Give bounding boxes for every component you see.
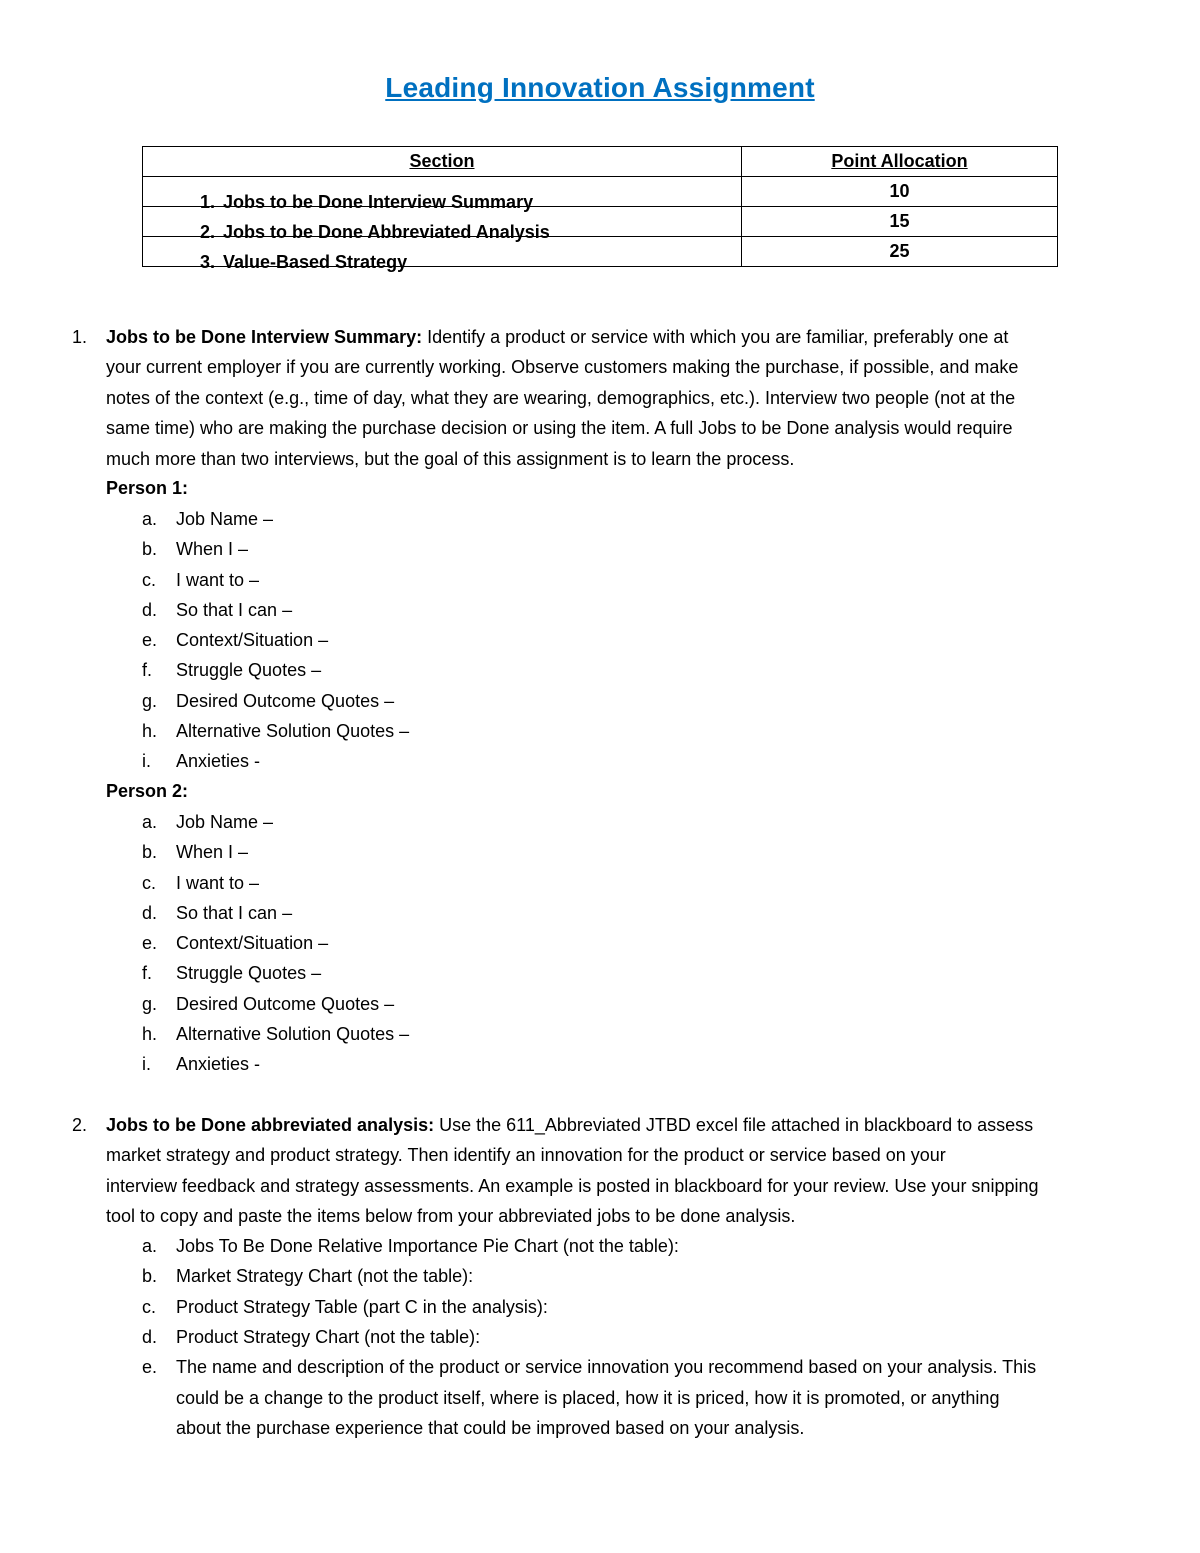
table-cell-points: 10 (742, 177, 1058, 207)
section-1-paragraph-line: notes of the context (e.g., time of day, what they are wearing, demographics, etc.). Interview two people (not at the (106, 388, 1016, 408)
list-item: Product Strategy Chart (not the table): (176, 1326, 481, 1347)
table-cell-section (143, 207, 742, 242)
section-1-paragraph-line: much more than two interviews, but the goal of this assignment is to learn the process. (106, 449, 795, 469)
list-item: Alternative Solution Quotes – (176, 1023, 410, 1044)
list-item: So that I can – (176, 599, 293, 620)
list-item: When I – (176, 539, 249, 560)
list-item-letter: f. (142, 963, 153, 984)
list-item: When I – (176, 842, 249, 863)
point-allocation-table (142, 146, 1058, 272)
section-1-text: Identify a product or service with which you are familiar, preferably one at (422, 327, 1009, 347)
list-item-letter: b. (142, 842, 158, 863)
section-1-paragraph-line: same time) who are making the purchase decision or using the item. A full Jobs to be Done analysis would require (106, 418, 1013, 438)
list-item-letter: e. (142, 630, 158, 650)
section-2-paragraph-line: market strategy and product strategy. Then identify an innovation for the product or service based on your (106, 1145, 946, 1165)
list-item: Market Strategy Chart (not the table): (176, 1266, 474, 1287)
row-number: 3. (199, 251, 215, 272)
table-row (143, 177, 1058, 207)
list-item-letter: b. (142, 539, 158, 560)
list-item: Struggle Quotes – (176, 660, 322, 681)
section-2-item-e-continuation: could be a change to the product itself, where is placed, how it is priced, how it is promoted, or anything (176, 1388, 1000, 1408)
table-cell-points: 15 (742, 207, 1058, 237)
table-row (143, 207, 1058, 237)
list-item-letter: d. (142, 902, 158, 923)
table-header-points: Point Allocation (742, 147, 1058, 177)
section-2-paragraph-line (106, 1114, 1033, 1136)
row-label: Value-Based Strategy (223, 251, 408, 272)
table-header-section: Section (143, 147, 742, 177)
list-item-letter: h. (142, 720, 158, 741)
list-item: I want to – (176, 872, 260, 893)
document-title: Leading Innovation Assignment (385, 72, 815, 103)
section-2-paragraph-line: tool to copy and paste the items below from your abbreviated jobs to be done analysis. (106, 1206, 796, 1226)
list-item-letter: c. (142, 1296, 157, 1317)
list-item-letter: c. (142, 872, 157, 893)
table-cell-section (143, 237, 742, 272)
person-1-heading: Person 1: (106, 478, 189, 498)
section-2-number: 2. (72, 1115, 88, 1135)
row-number: 2. (199, 221, 215, 242)
list-item: Product Strategy Table (part C in the analysis): (176, 1296, 548, 1317)
section-1-paragraph-line (106, 326, 1008, 348)
person-2-heading: Person 2: (106, 781, 189, 801)
list-item: Anxieties - (176, 751, 261, 771)
list-item: I want to – (176, 569, 260, 590)
list-item-letter: c. (142, 569, 157, 590)
list-item: Context/Situation – (176, 630, 329, 650)
list-item: Jobs To Be Done Relative Importance Pie Chart (not the table): (176, 1236, 679, 1256)
row-label: Jobs to be Done Abbreviated Analysis (223, 221, 550, 242)
list-item-letter: a. (142, 812, 158, 832)
list-item-letter: g. (142, 690, 158, 711)
list-item: The name and description of the product or service innovation you recommend based on your analysis. This (176, 1357, 1037, 1377)
section-2-heading: Jobs to be Done abbreviated analysis: (106, 1115, 435, 1135)
list-item-letter: a. (142, 1236, 158, 1256)
list-item: Context/Situation – (176, 933, 329, 953)
list-item-letter: g. (142, 993, 158, 1014)
list-item: Alternative Solution Quotes – (176, 720, 410, 741)
table-row (143, 237, 1058, 267)
list-item-letter: i. (142, 1054, 151, 1074)
list-item: Desired Outcome Quotes – (176, 690, 395, 711)
table-cell-section (143, 177, 742, 212)
list-item: Job Name – (176, 812, 274, 832)
row-label: Jobs to be Done Interview Summary (223, 191, 534, 212)
list-item-letter: i. (142, 751, 151, 771)
list-item-letter: d. (142, 599, 158, 620)
section-2-paragraph-line: interview feedback and strategy assessments. An example is posted in blackboard for your review. Use your snipping (106, 1176, 1039, 1196)
list-item-letter: f. (142, 660, 153, 681)
section-1-number: 1. (72, 327, 88, 347)
list-item-letter: a. (142, 509, 158, 529)
section-2-text: Use the 611_Abbreviated JTBD excel file attached in blackboard to assess (434, 1115, 1034, 1135)
list-item: Job Name – (176, 509, 274, 529)
row-number: 1. (199, 191, 215, 212)
table-header-row (143, 147, 1058, 177)
section-1-heading: Jobs to be Done Interview Summary: (106, 327, 423, 347)
list-item-letter: d. (142, 1326, 158, 1347)
list-item: So that I can – (176, 902, 293, 923)
section-1-paragraph-line: your current employer if you are currently working. Observe customers making the purchase, if possible, and make (106, 357, 1019, 377)
list-item-letter: e. (142, 1357, 158, 1377)
list-item: Desired Outcome Quotes – (176, 993, 395, 1014)
table-cell-points: 25 (742, 237, 1058, 267)
list-item-letter: b. (142, 1266, 158, 1287)
section-2-item-e-continuation: about the purchase experience that could be improved based on your analysis. (176, 1418, 805, 1438)
list-item-letter: h. (142, 1023, 158, 1044)
list-item: Struggle Quotes – (176, 963, 322, 984)
list-item-letter: e. (142, 933, 158, 953)
list-item: Anxieties - (176, 1054, 261, 1074)
